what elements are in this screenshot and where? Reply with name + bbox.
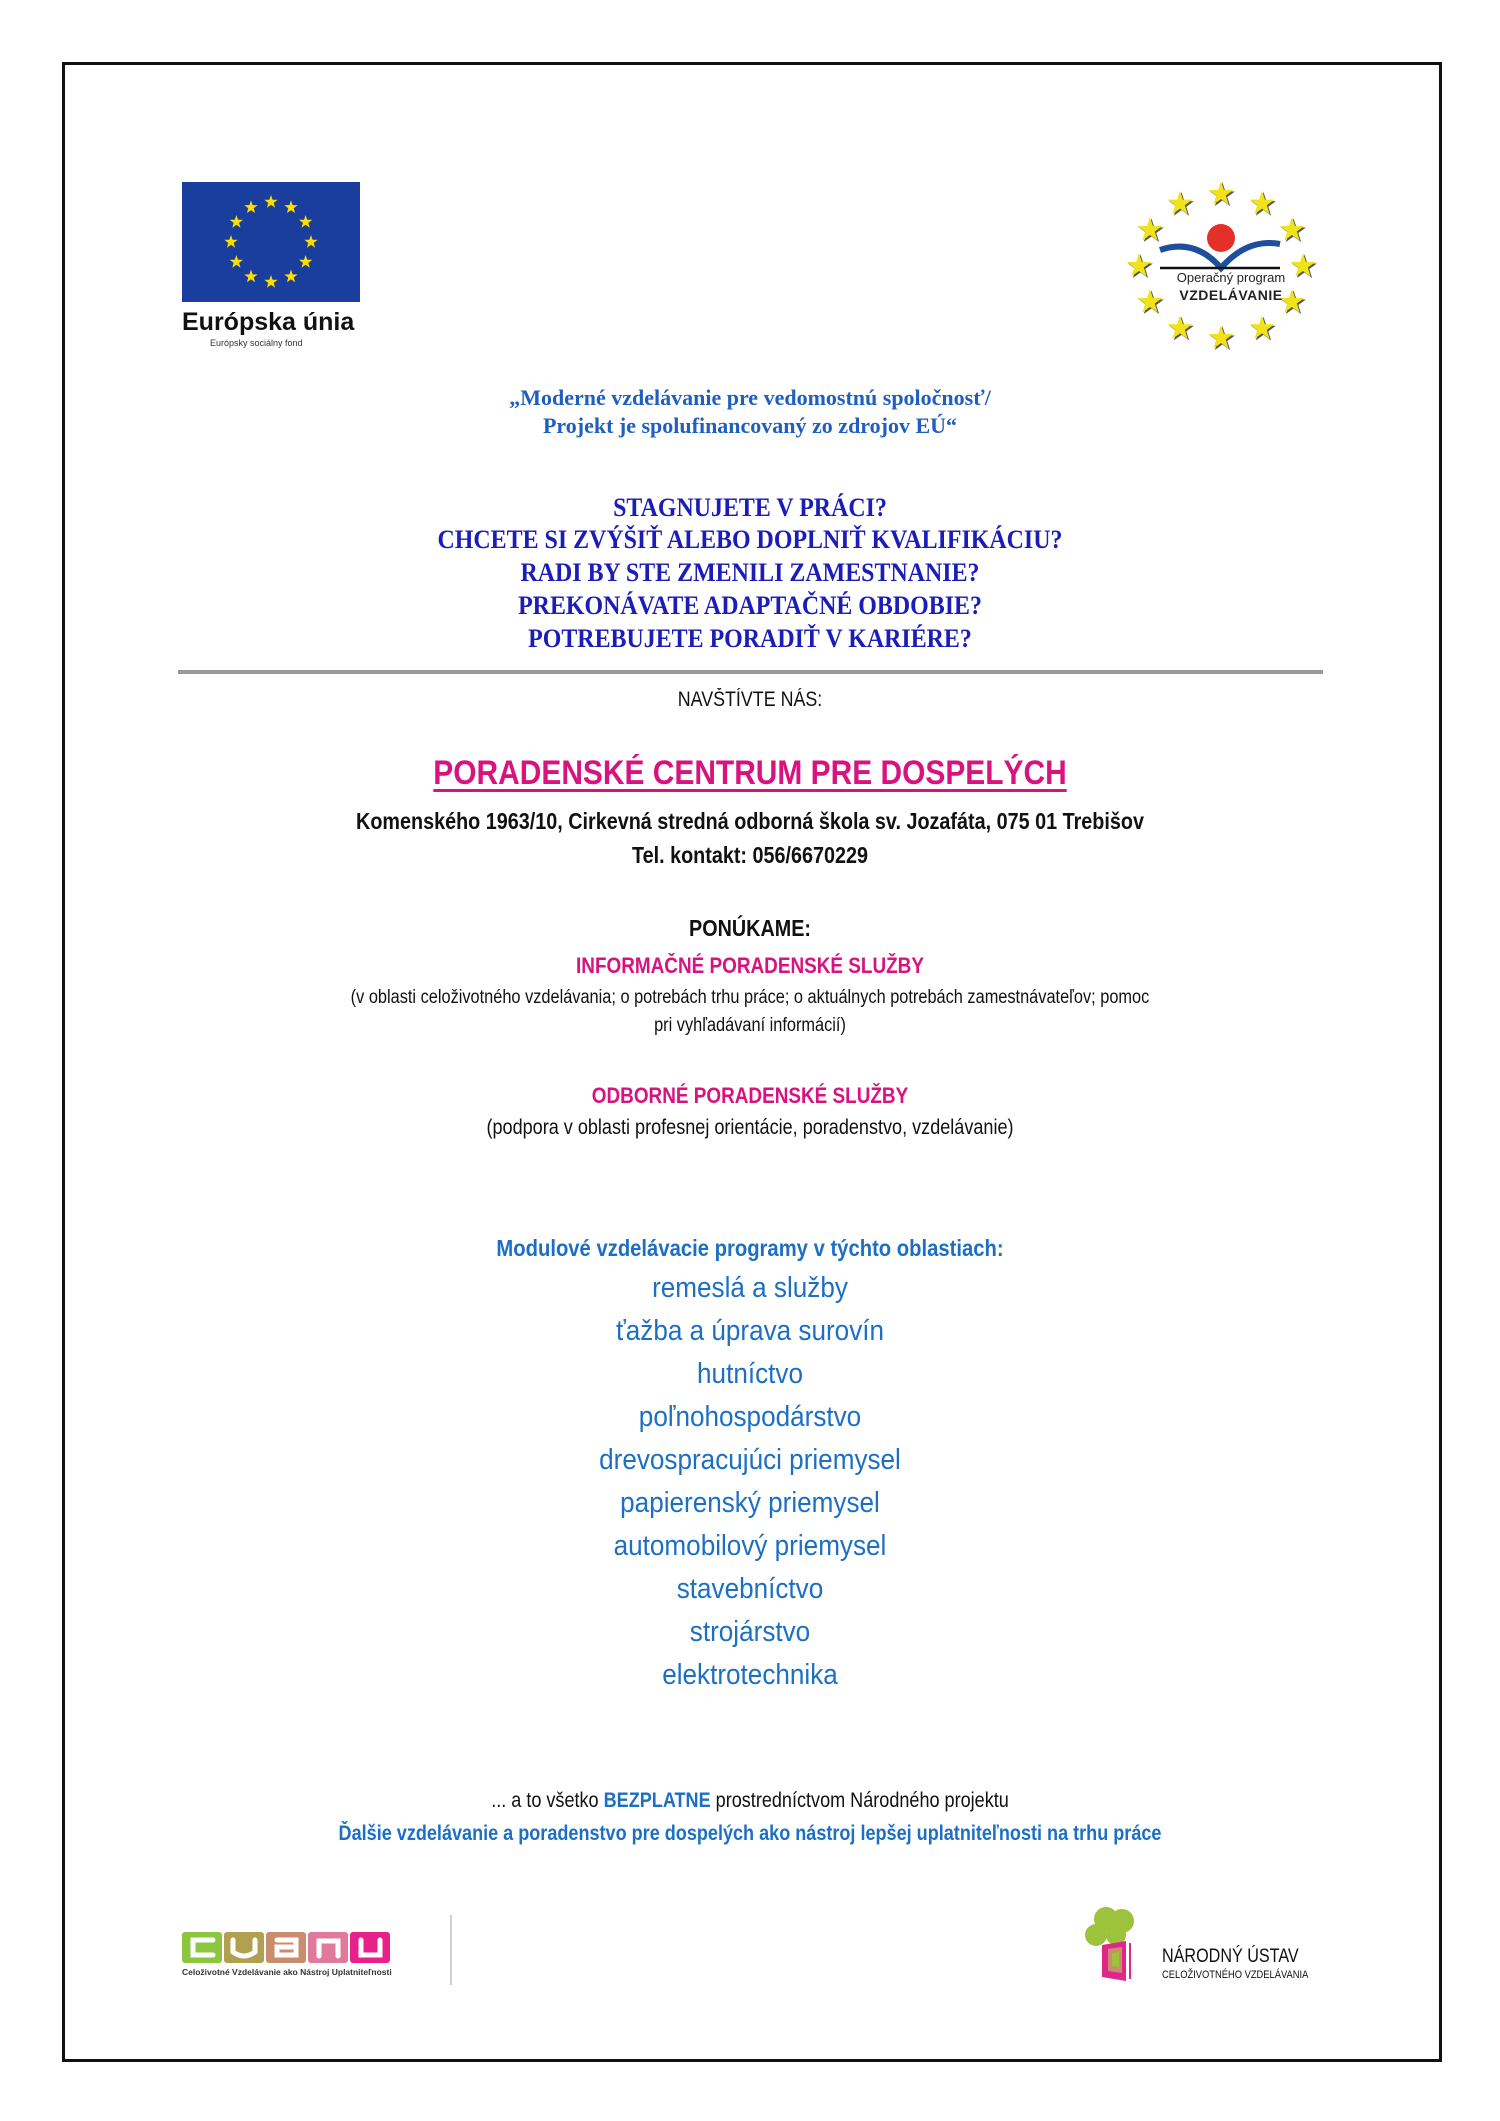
eu-star-icon [304,235,317,248]
cvanu-glyphs-icon [182,1932,392,1963]
free-of-charge-line [105,1789,1395,1813]
eu-logo [182,182,362,352]
nucv-line2: CELOŽIVOTNÉHO VZDELÁVANIA [1162,1969,1309,1981]
logo-separator [450,1915,452,1985]
service-title: ODBORNÉ PORADENSKÉ SLUŽBY [591,1083,909,1108]
visit-label: NAVŠTÍVTE NÁS: [677,688,823,711]
motto-line-2: Projekt je spolufinancovaný zo zdrojov EÚ“ [542,413,958,438]
eu-stars-icon [182,182,360,302]
free-word: BEZPLATNE [603,1789,711,1812]
module-area: ťažba a úprava surovín [615,1315,885,1347]
op-logo-line2: VZDELÁVANIE [1179,287,1283,303]
tree-door-icon [1082,1905,1152,1985]
service-title: INFORMAČNÉ PORADENSKÉ SLUŽBY [576,953,924,978]
eu-star-icon [264,195,277,208]
motto-line-1: „Moderné vzdelávanie pre vedomostnú spoločnosť/ [509,385,991,410]
nucv-line1: NÁRODNÝ ÚSTAV [1162,1946,1299,1967]
phone-contact: Tel. kontakt: 056/6670229 [631,842,869,868]
module-area: remeslá a služby [652,1272,848,1304]
module-area: strojárstvo [689,1616,811,1648]
service-description: (v oblasti celoživotného vzdelávania; o potrebách trhu práce; o aktuálnych potrebách zamestnávateľov; pomoc [350,987,1150,1008]
eu-logo-title: Európska únia [182,308,355,336]
module-area: stavebníctvo [676,1573,824,1605]
national-project-name: Ďalšie vzdelávanie a poradenstvo pre dospelých ako nástroj lepšej uplatniteľnosti na trhu práce [338,1822,1162,1845]
eu-star-icon [264,275,277,288]
eu-star-icon [299,255,312,268]
cvanu-logo [182,1932,422,1982]
eu-star-icon [244,270,257,283]
divider [178,670,1323,674]
module-area: drevospracujúci priemysel [599,1444,901,1476]
module-area: hutníctvo [697,1358,803,1390]
question: PREKONÁVATE ADAPTAČNÉ OBDOBIE? [518,591,982,620]
module-area: papierenský priemysel [620,1487,880,1519]
op-logo-line1: Operačný program [1176,270,1286,285]
question: STAGNUJETE V PRÁCI? [613,493,887,522]
module-area: poľnohospodárstvo [638,1401,862,1433]
eu-flag-icon [182,182,360,302]
service-description: pri vyhľadávaní informácií) [654,1015,846,1036]
eu-star-icon [230,255,243,268]
service-description: (podpora v oblasti profesnej orientácie, poradenstvo, vzdelávanie) [486,1116,1014,1139]
module-area: automobilový priemysel [613,1530,887,1562]
eu-star-icon [284,270,297,283]
free-suffix: prostredníctvom Národného projektu [710,1789,1009,1812]
question: CHCETE SI ZVÝŠIŤ ALEBO DOPLNIŤ KVALIFIKÁCIU? [437,525,1063,554]
question: POTREBUJETE PORADIŤ V KARIÉRE? [528,624,972,653]
eu-star-icon [244,200,257,213]
eu-star-icon [230,215,243,228]
op-vzdelavanie-logo [1120,170,1340,370]
modules-heading: Modulové vzdelávacie programy v týchto oblastiach: [496,1235,1004,1261]
center-name-text: PORADENSKÉ CENTRUM PRE DOSPELÝCH [433,754,1067,792]
eu-star-icon [299,215,312,228]
eu-star-icon [224,235,237,248]
eu-star-icon [284,200,297,213]
eu-logo-subtitle: Európsky sociálny fond [210,338,303,348]
nucv-logo [1082,1905,1342,2005]
free-prefix: ... a to všetko [491,1789,604,1812]
module-area: elektrotechnika [662,1659,838,1691]
question: RADI BY STE ZMENILI ZAMESTNANIE? [520,558,980,587]
address: Komenského 1963/10, Cirkevná stredná odborná škola sv. Jozafáta, 075 01 Trebišov [356,808,1144,834]
center-name [90,754,1410,793]
offer-heading: PONÚKAME: [689,915,811,941]
cvanu-subtitle: Celoživotné Vzdelávanie ako Nástroj Uplatniteľnosti [182,1967,392,1977]
